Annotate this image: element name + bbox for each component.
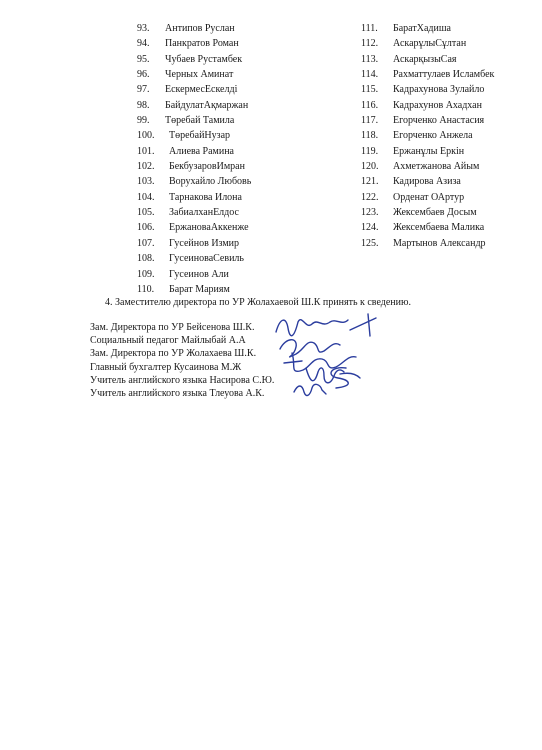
list-item: 119. Ержанұлы Еркін [361, 145, 465, 157]
signer-line: Социальный педагог Майлыбай А.А [90, 335, 246, 347]
list-item: 101. Алиева Рамина [137, 145, 234, 157]
list-item: 94. Панкратов Роман [137, 38, 239, 50]
list-item: 96. Черных Аминат [137, 69, 234, 81]
list-item: 118. Егорченко Анжела [361, 130, 473, 142]
list-item: 98. БайдулатАқмаржан [137, 99, 249, 111]
list-item: 112. АскарұлыСұлтан [361, 38, 467, 50]
list-item: 121. Кадирова Азиза [361, 176, 461, 188]
student-list-left [137, 21, 251, 297]
list-item: 99. Төребай Тамила [137, 115, 235, 127]
signer-line: Зам. Директора по УР Бейсенова Ш.К. [90, 322, 255, 333]
list-item: 97. ЕскермесЕскелді [137, 84, 238, 96]
list-item: 103. Ворухайло Любовь [137, 176, 252, 188]
list-item: 120. Ахметжанова Айым [361, 161, 480, 173]
list-item: 106. ЕржановаАккенже [137, 222, 249, 234]
signer-line: Главный бухгалтер Кусаинова М.Ж [90, 361, 242, 373]
signer-line: Учитель английского языка Тлеуова А.К. [90, 387, 265, 399]
list-item: 124. Жексембаева Малика [361, 222, 485, 234]
list-item: 116. Кадрахунов Ахадхан [361, 99, 482, 111]
signer-line: Учитель английского языка Насирова С.Ю. [90, 374, 275, 386]
list-item: 113. АскарқызыСая [361, 53, 457, 65]
list-item: 105. ЗабиалханЕлдос [137, 207, 239, 219]
list-item: 115. Кадрахунова Зулайло [361, 84, 485, 96]
signer-line: Зам. Директора по УР Жолахаева Ш.К. [90, 348, 257, 360]
list-item: 108. ГусеиноваСевиль [137, 253, 244, 265]
signers-list [90, 321, 274, 400]
list-item: 114. Рахматтулаев Исламбек [361, 69, 495, 81]
list-item: 122. Орденат ОАртур [361, 191, 465, 203]
signature-6 [290, 378, 330, 405]
list-item: 104. Тарнакова Илона [137, 191, 242, 203]
list-item: 111. БаратХадиша [361, 23, 451, 34]
clause-4-text: 4. Заместителю директора по УР Жолахаевой Ш.К принять к сведению. [105, 297, 411, 308]
list-item: 117. Егорченко Анастасия [361, 115, 485, 127]
student-list-right [361, 21, 494, 251]
list-item: 100. ТөребайНузар [137, 130, 231, 142]
list-item: 107. Гусейнов Измир [137, 237, 240, 249]
list-item: 95. Чубаев Рустамбек [137, 53, 243, 65]
list-item: 102. БекбузаровИмран [137, 161, 245, 173]
list-item: 109. Гусеинов Али [137, 268, 229, 280]
list-item: 123. Жексембаев Досым [361, 207, 477, 219]
list-item: 110. Барат Мариям [137, 283, 230, 295]
list-item: 125. Мартынов Александр [361, 237, 486, 249]
list-item: 93. Антипов Руслан [137, 23, 235, 34]
